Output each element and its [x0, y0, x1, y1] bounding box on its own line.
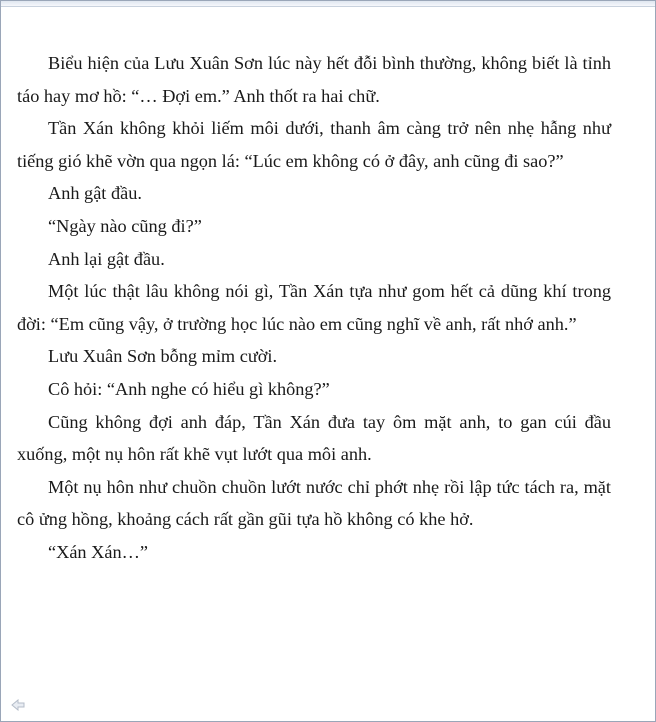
paragraph: Lưu Xuân Sơn bỗng mỉm cười.: [48, 346, 278, 367]
paragraph: Một lúc thật lâu không nói gì, Tần Xán tựa như gom hết cả dũng khí trong đời: “Em cũng vậy, ở trường học lúc nào em cũng nghĩ về anh, rất nhớ anh.”: [17, 281, 611, 334]
paragraph: Một nụ hôn như chuồn chuồn lướt nước chỉ phớt nhẹ rồi lập tức tách ra, mặt cô ửng hồng, khoảng cách rất gần gũi tựa hồ không có khe hở.: [17, 476, 611, 530]
left-arrow-icon[interactable]: [11, 698, 25, 710]
document-page: [17, 47, 611, 569]
paragraph: Anh gật đầu.: [48, 183, 142, 204]
paragraph: “Xán Xán…”: [48, 541, 148, 562]
paragraph: “Ngày nào cũng đi?”: [48, 215, 202, 236]
paragraph: Cô hỏi: “Anh nghe có hiểu gì không?”: [48, 378, 330, 399]
viewer-bottom-bar: [1, 695, 655, 721]
paragraph: Anh lại gật đầu.: [48, 248, 165, 269]
paragraph: Tần Xán không khỏi liếm môi dưới, thanh âm càng trở nên nhẹ hẫng như tiếng gió khẽ vờn qua ngọn lá: “Lúc em không có ở đây, anh cũng đi sao?”: [17, 118, 611, 171]
paragraph: Cũng không đợi anh đáp, Tần Xán đưa tay ôm mặt anh, to gan cúi đầu xuống, một nụ hôn rất khẽ vụt lướt qua môi anh.: [17, 411, 611, 465]
viewer-top-frame: [1, 1, 655, 7]
left-arrow-icon-svg: [11, 699, 25, 711]
paragraph: Biểu hiện của Lưu Xuân Sơn lúc này hết đỗi bình thường, không biết là tỉnh táo hay mơ hồ: “… Đợi em.” Anh thốt ra hai chữ.: [17, 53, 611, 106]
